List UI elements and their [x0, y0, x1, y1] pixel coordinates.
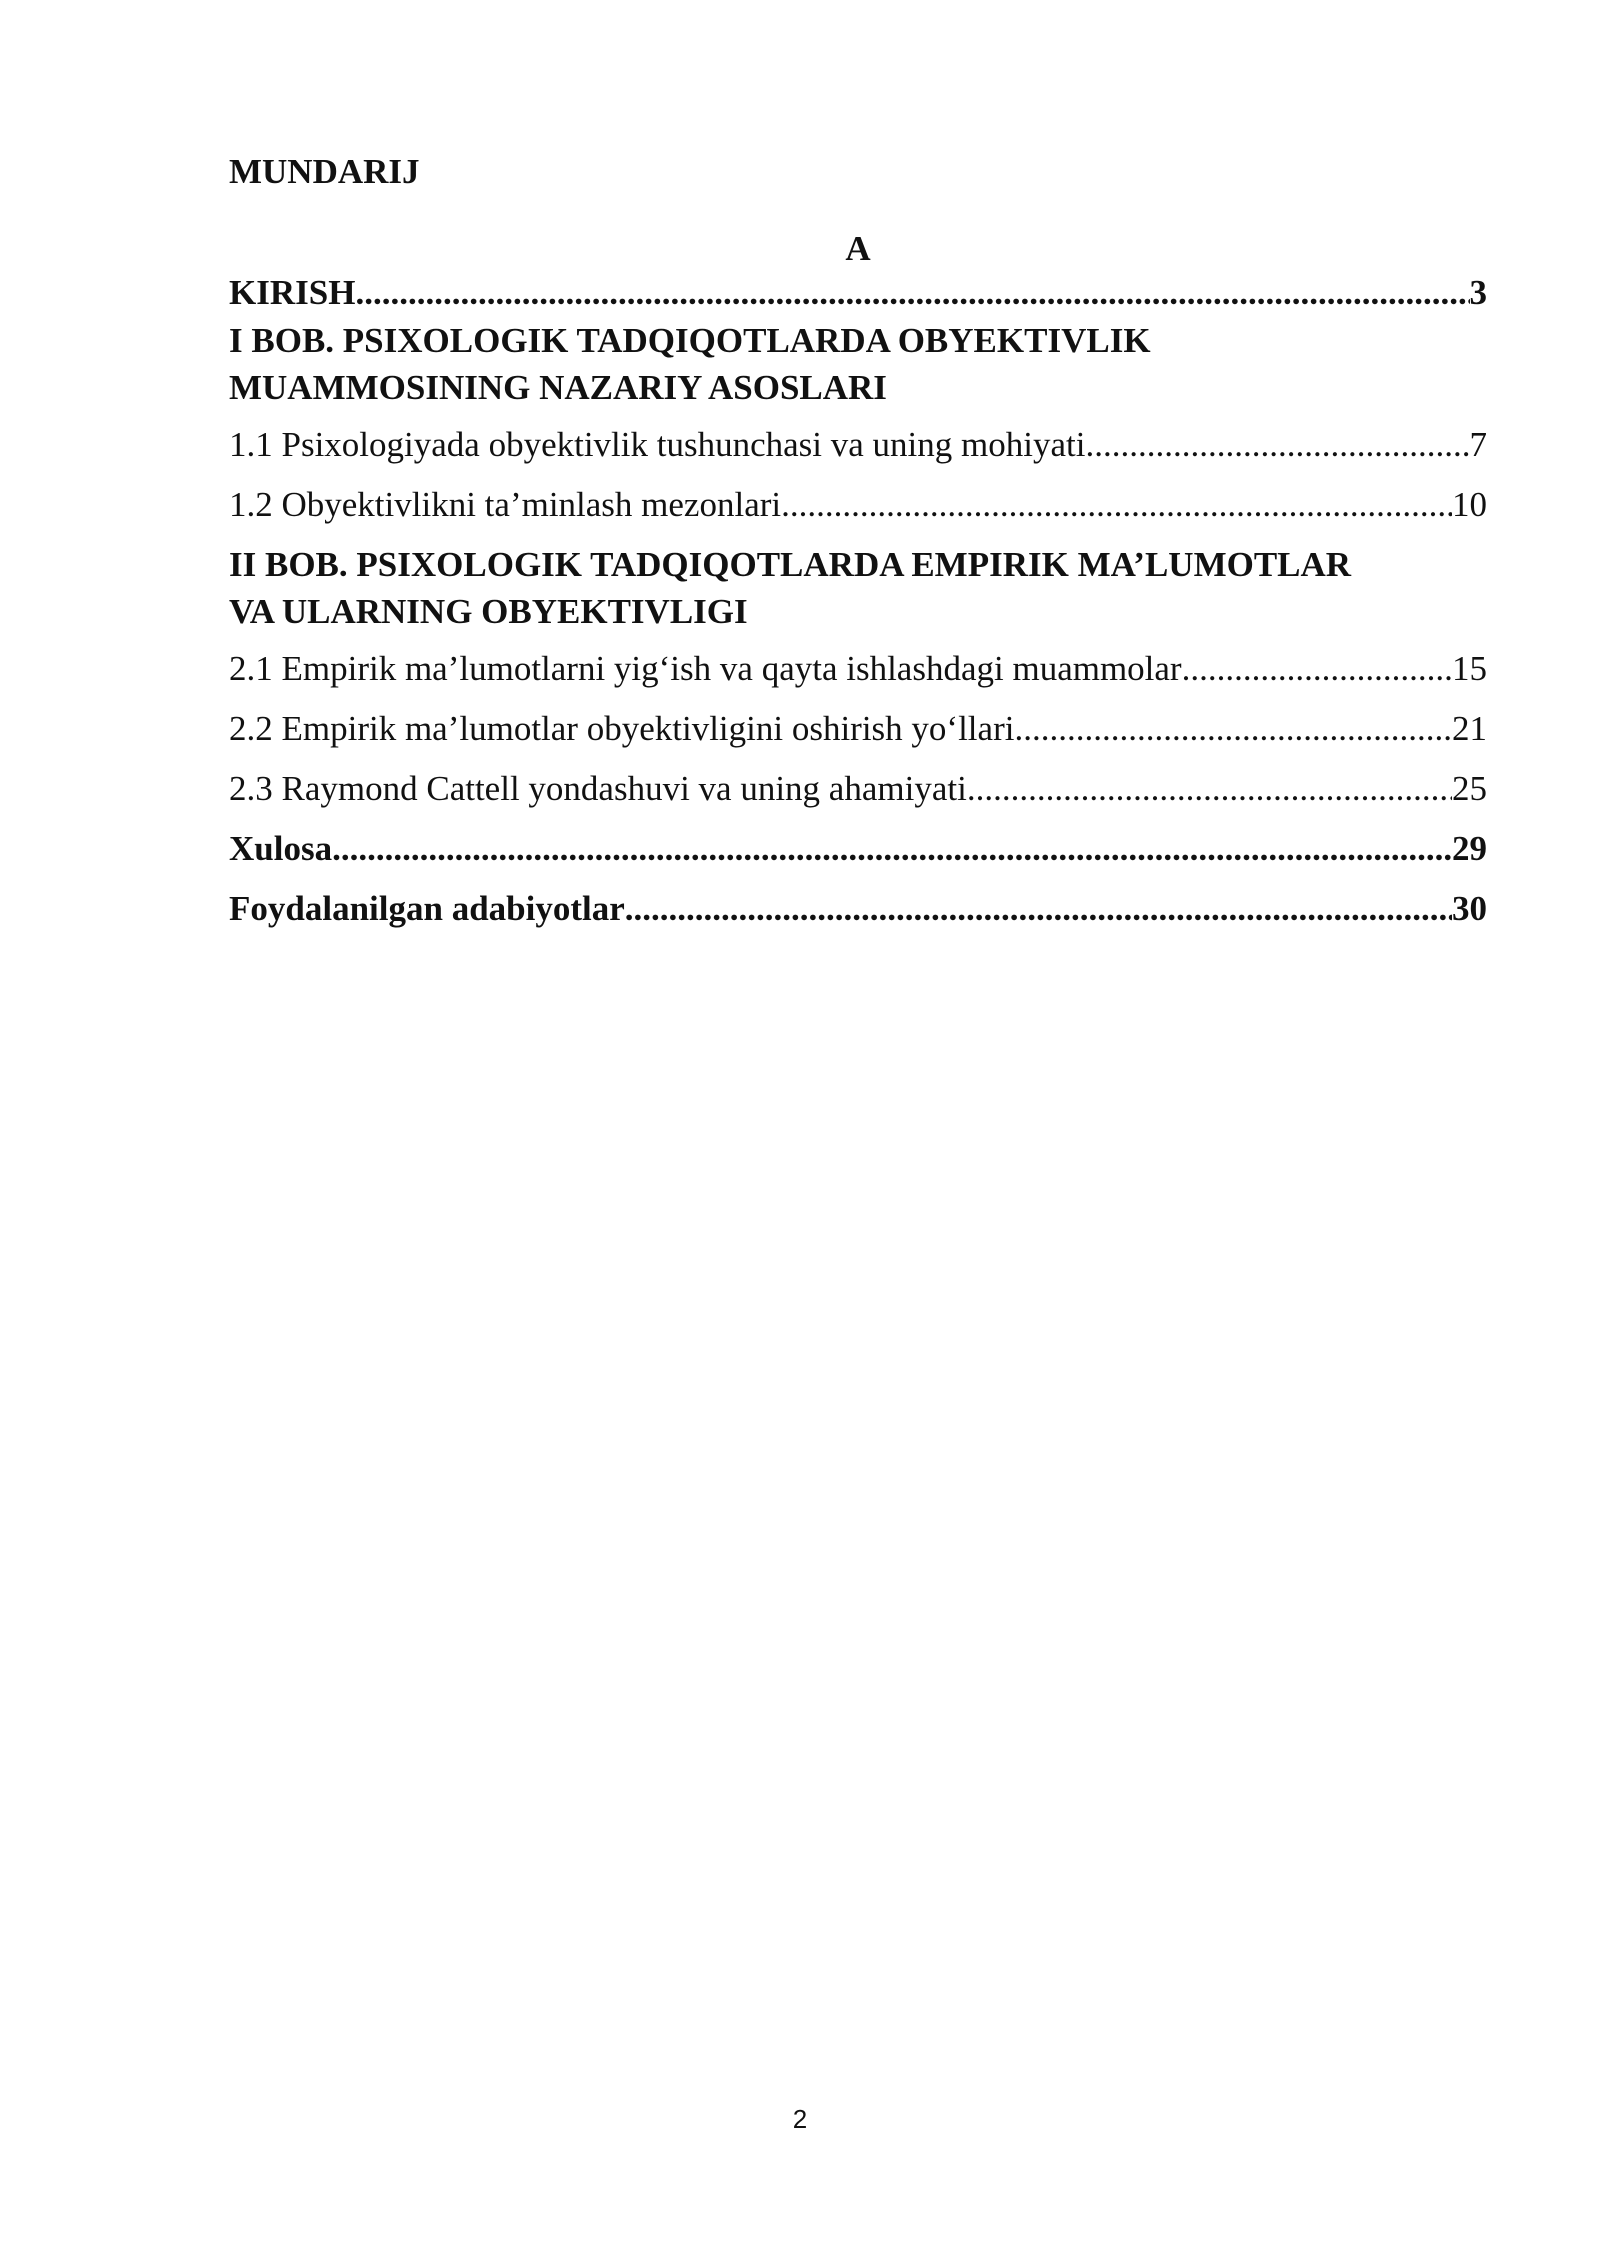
toc-entry-page: 7: [1469, 425, 1487, 464]
chapter-1-title-line-2: MUAMMOSINING NAZARIY ASOSLARI: [229, 368, 887, 407]
chapter-1-heading[interactable]: [229, 317, 1487, 411]
toc-title: MUNDARIJ: [229, 152, 420, 191]
toc-entry-label: KIRISH: [229, 273, 356, 312]
dot-leader: [332, 827, 1452, 871]
toc-entry-conclusion[interactable]: [229, 827, 1487, 871]
toc-entry-label: 2.3 Raymond Cattell yondashuvi va uning ahamiyati: [229, 769, 967, 808]
table-of-contents: [229, 150, 1487, 931]
dot-leader: [1182, 647, 1452, 691]
dot-leader: [1014, 707, 1452, 751]
dot-leader: [355, 271, 1469, 315]
dot-leader: [1085, 423, 1469, 467]
toc-entry-references[interactable]: [229, 887, 1487, 931]
toc-entry-section-2-2[interactable]: [229, 707, 1487, 751]
toc-entry-section-1-2[interactable]: [229, 483, 1487, 527]
toc-entry-label: 1.1 Psixologiyada obyektivlik tushunchasi va uning mohiyati: [229, 425, 1086, 464]
dot-leader: [967, 767, 1452, 811]
dot-leader: [781, 483, 1452, 527]
chapter-2-title-line-2: VA ULARNING OBYEKTIVLIGI: [229, 592, 748, 631]
toc-entry-page: 3: [1469, 273, 1487, 312]
dot-leader: [625, 887, 1452, 931]
toc-entry-label: 2.1 Empirik ma’lumotlarni yig‘ish va qayta ishlashdagi muammolar: [229, 649, 1182, 688]
toc-entry-page: 21: [1452, 709, 1487, 748]
toc-entry-intro[interactable]: [229, 271, 1487, 315]
toc-entry-page: 10: [1452, 485, 1487, 524]
toc-entry-section-2-1[interactable]: [229, 647, 1487, 691]
toc-entry-page: 15: [1452, 649, 1487, 688]
toc-entry-label: Xulosa: [229, 829, 333, 868]
toc-entry-section-2-3[interactable]: [229, 767, 1487, 811]
toc-entry-page: 25: [1452, 769, 1487, 808]
toc-entry-page: 29: [1452, 829, 1487, 868]
toc-entry-label: 2.2 Empirik ma’lumotlar obyektivligini oshirish yo‘llari: [229, 709, 1015, 748]
chapter-2-title-line-1: II BOB. PSIXOLOGIK TADQIQOTLARDA EMPIRIK MA’LUMOTLAR: [229, 545, 1352, 584]
page-number: 2: [792, 2104, 808, 2134]
toc-title-tail: A: [845, 229, 871, 268]
chapter-1-title-line-1: I BOB. PSIXOLOGIK TADQIQOTLARDA OBYEKTIVLIK: [229, 321, 1151, 360]
toc-entry-label: 1.2 Obyektivlikni ta’minlash mezonlari: [229, 485, 782, 524]
toc-entry-label: Foydalanilgan adabiyotlar: [229, 889, 625, 928]
chapter-2-heading[interactable]: [229, 541, 1487, 635]
toc-entry-page: 30: [1452, 889, 1487, 928]
toc-entry-section-1-1[interactable]: [229, 423, 1487, 467]
